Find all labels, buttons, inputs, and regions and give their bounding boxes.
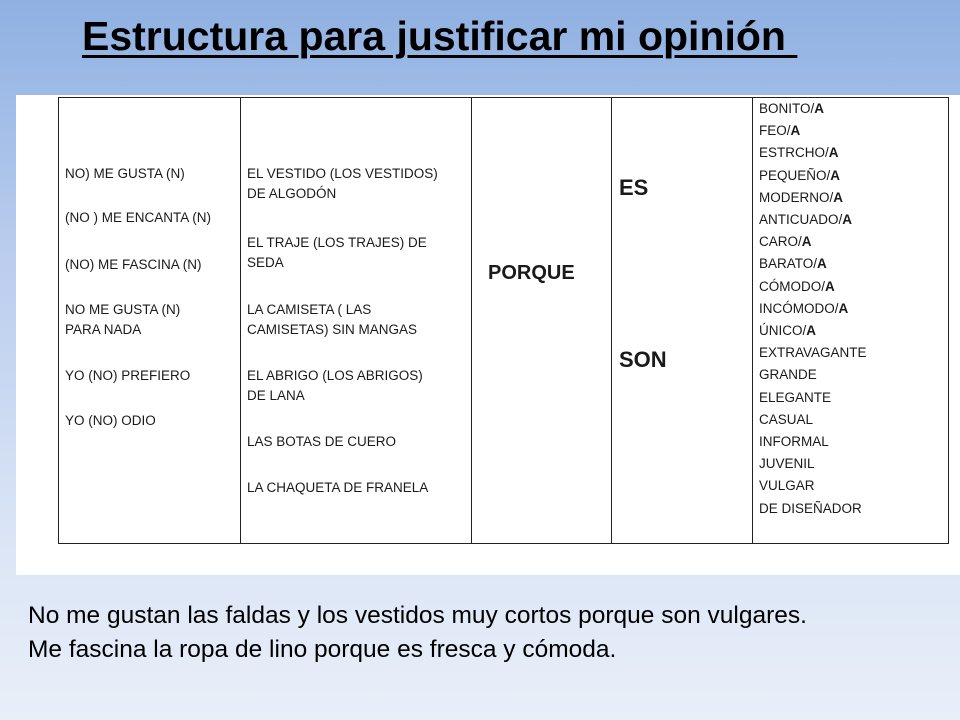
adjective: DE DISEÑADOR (759, 500, 862, 516)
clothing-item: LA CHAQUETA DE FRANELA (247, 480, 429, 495)
adjective: BARATO/A (759, 256, 827, 272)
example-sentence: No me gustan las faldas y los vestidos muy cortos porque son vulgares. (28, 602, 807, 629)
page-title: Estructura para justificar mi opinión (82, 13, 798, 59)
clothing-item: EL VESTIDO (LOS VESTIDOS) DE ALGODÓN (247, 166, 438, 201)
adjective: CÓMODO/A (759, 278, 835, 294)
adjective: INCÓMODO/A (759, 300, 849, 316)
opinion-verb: NO ME GUSTA (N) PARA NADA (65, 302, 181, 337)
column-adjectives (753, 98, 949, 544)
example-sentence: Me fascina la ropa de lino porque es fresca y cómoda. (28, 636, 617, 663)
column-clothing-items (241, 98, 472, 544)
column-connector (472, 98, 612, 544)
example-sentences (28, 599, 928, 667)
opinion-verb: YO (NO) ODIO (65, 413, 156, 428)
adjective: JUVENIL (759, 456, 815, 472)
adjective: MODERNO/A (759, 189, 843, 205)
adjective: EXTRAVAGANTE (759, 345, 867, 361)
clothing-item: LA CAMISETA ( LAS CAMISETAS) SIN MANGAS (247, 302, 418, 337)
adjective: GRANDE (759, 367, 817, 383)
verb-son: SON (619, 347, 667, 372)
adjective: ESTRCHO/A (759, 145, 839, 161)
connector-porque: PORQUE (488, 262, 575, 284)
clothing-item: EL ABRIGO (LOS ABRIGOS) DE LANA (247, 368, 423, 403)
column-verb (612, 98, 753, 544)
opinion-structure-table (58, 97, 949, 544)
adjective: PEQUEÑO/A (759, 167, 841, 183)
adjective: ELEGANTE (759, 389, 832, 405)
column-opinion-verbs (59, 98, 241, 544)
adjective: ANTICUADO/A (759, 212, 853, 228)
verb-es: ES (619, 175, 649, 200)
adjective: BONITO/A (759, 101, 825, 116)
opinion-verb: NO) ME GUSTA (N) (65, 166, 185, 181)
clothing-item: LAS BOTAS DE CUERO (247, 434, 397, 449)
opinion-verb: (NO) ME FASCINA (N) (65, 257, 202, 272)
opinion-verb: YO (NO) PREFIERO (65, 368, 191, 383)
table-image-panel (16, 95, 960, 575)
clothing-item: EL TRAJE (LOS TRAJES) DE SEDA (247, 235, 427, 270)
adjective: ÚNICO/A (759, 323, 816, 339)
opinion-verb: (NO ) ME ENCANTA (N) (65, 210, 211, 225)
adjective: CARO/A (759, 234, 812, 250)
adjective: CASUAL (759, 411, 814, 427)
adjective-list (759, 98, 867, 520)
adjective: VULGAR (759, 478, 815, 494)
adjective: INFORMAL (759, 434, 829, 450)
adjective: FEO/A (759, 123, 801, 139)
